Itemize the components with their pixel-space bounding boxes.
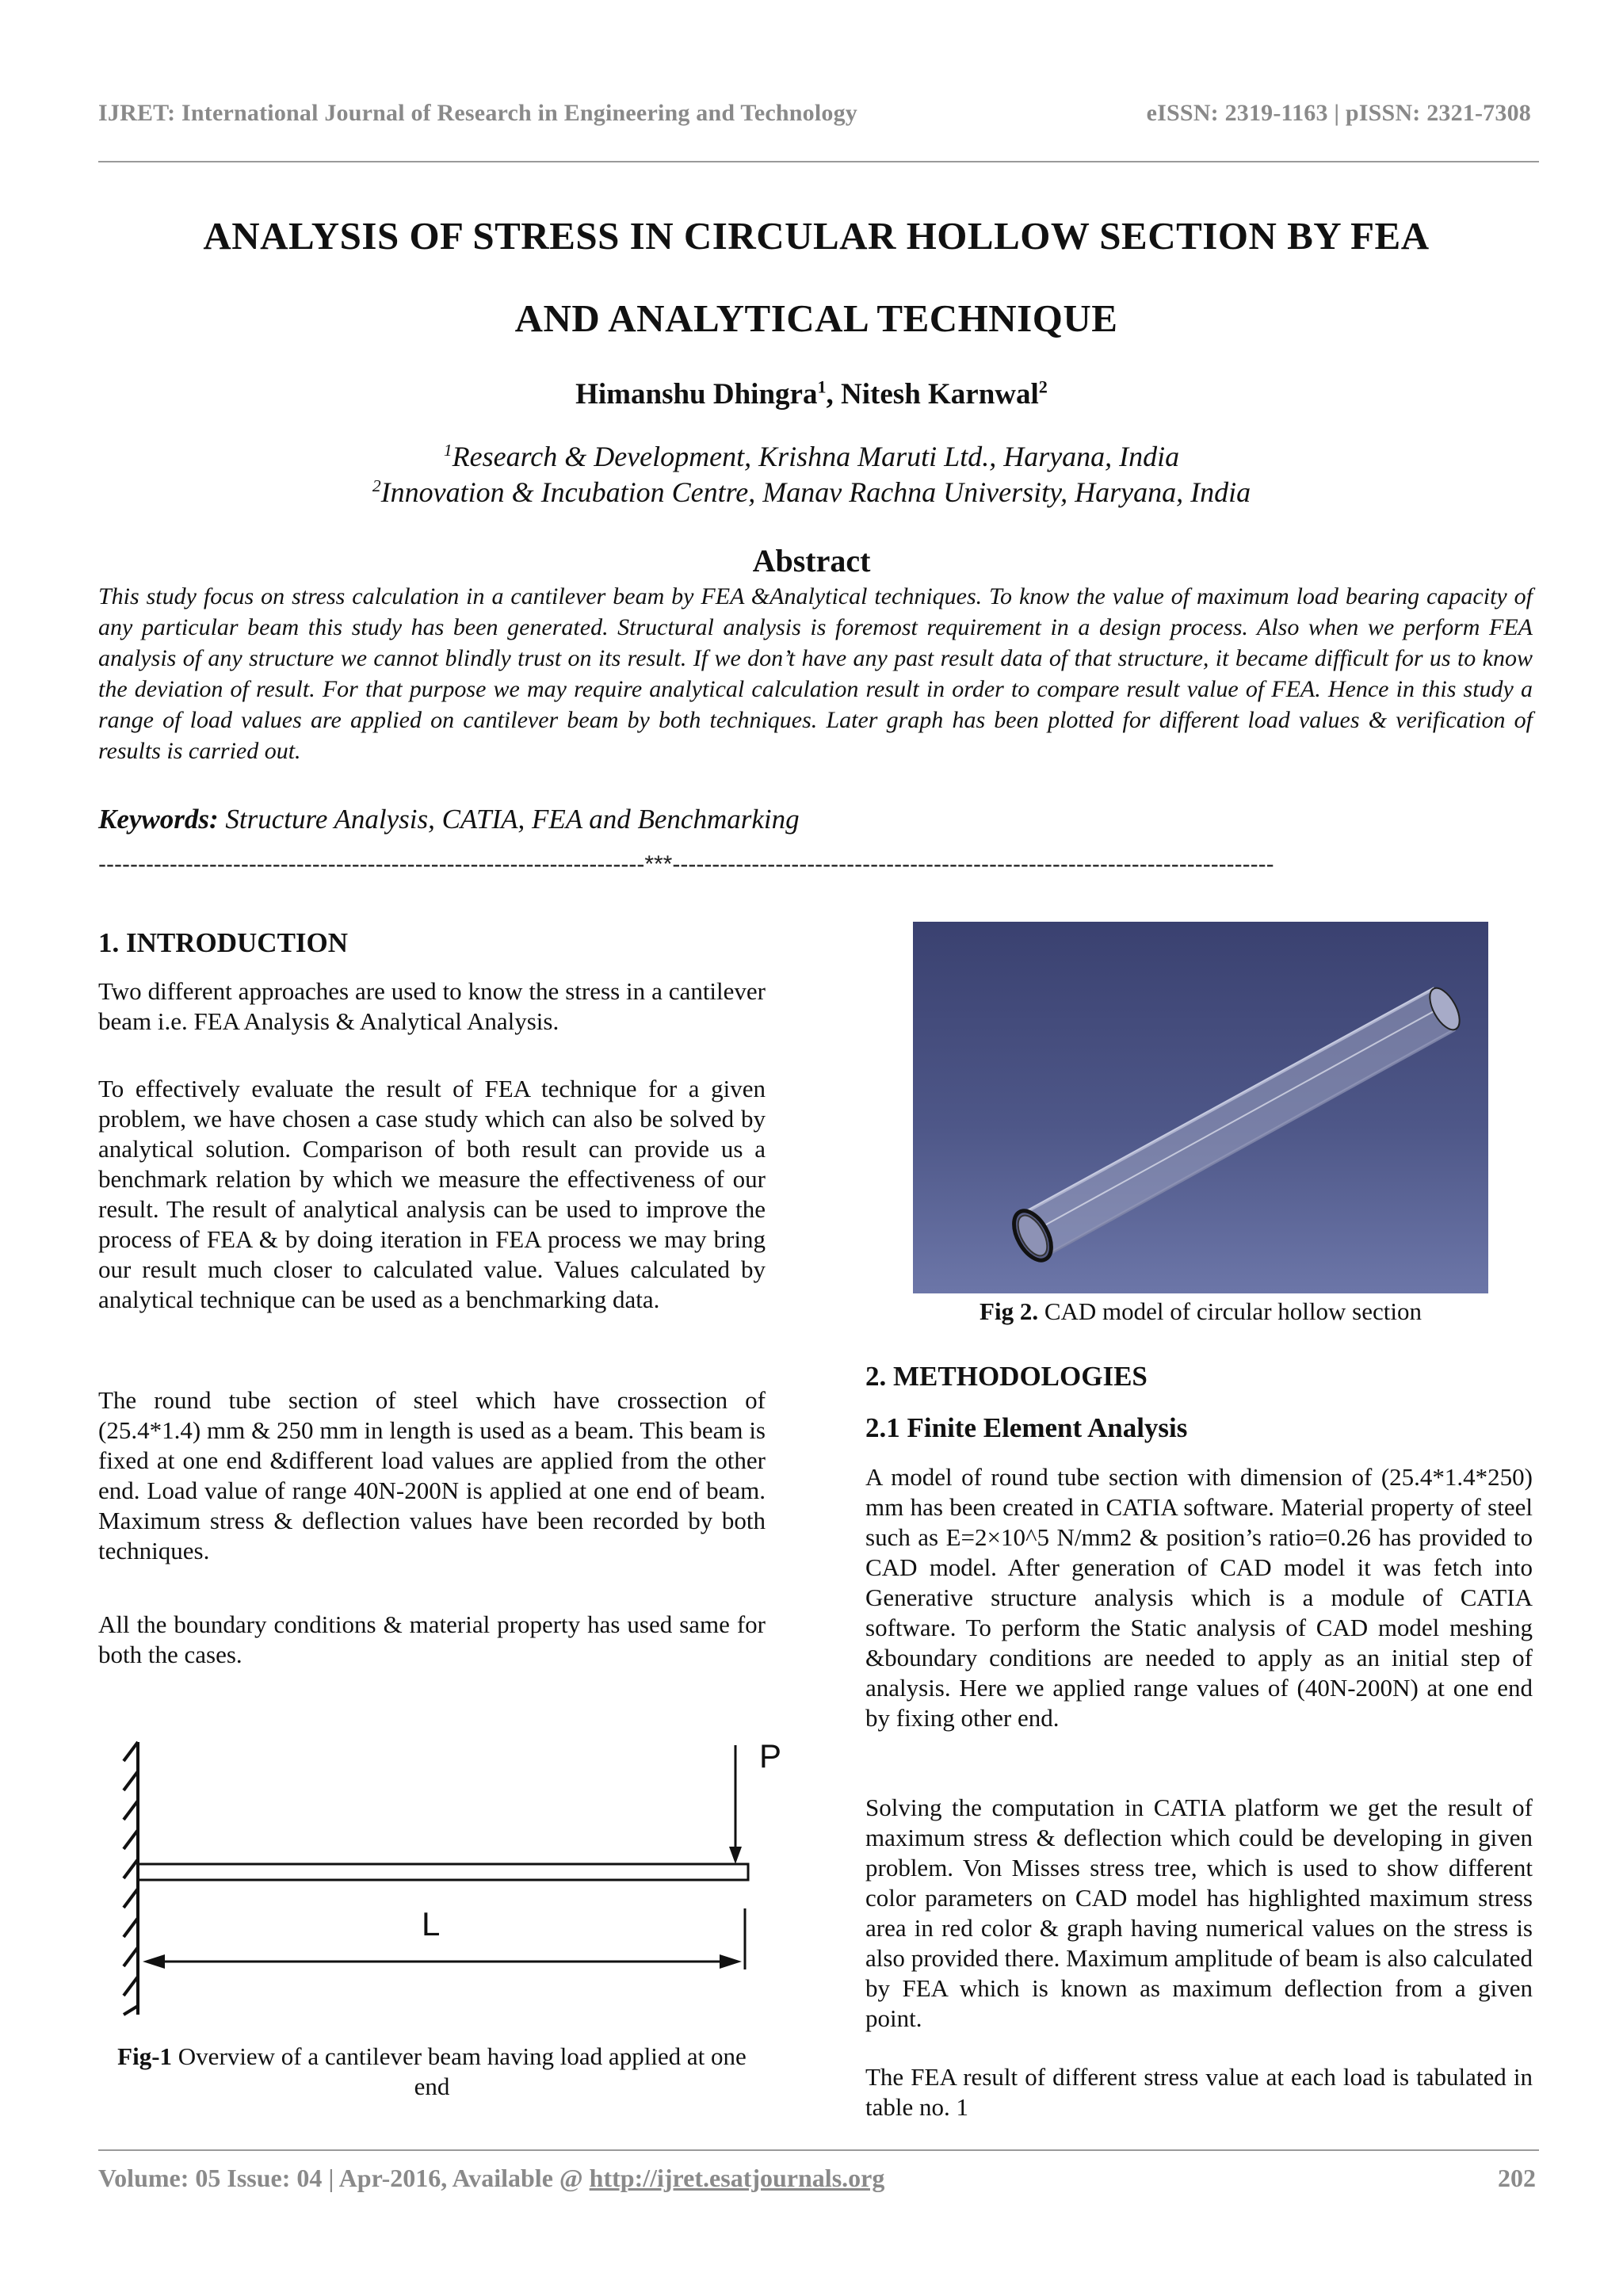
intro-paragraph-2: To effectively evaluate the result of FEA technique for a given problem, we have chosen a case study which can also be solved by analytical solution. Comparison of both result can provide us a benchmark relation by which we measure the effectiveness of our result. The result of analytical analysis can be used to improve the process of FEA & by doing iteration in FEA process we may bring our result much closer to calculated value. Values calculated by analytical technique can be used as a benchmarking data.: [98, 1075, 766, 1313]
tube-render: [913, 922, 1488, 1293]
fig2-caption: Fig 2. CAD model of circular hollow section: [980, 1297, 1422, 1325]
paper-title: [95, 195, 1537, 360]
author-list: Himanshu Dhingra$^1$, Nitesh Karnwal$^2$: [575, 376, 1048, 411]
fea-paragraph-1: A model of round tube section with dimension of (25.4*1.4*250) mm has been created in CATIA software. Material property of steel such as E=2×10^5 N/mm2 & position’s ratio=0.26 has provided to CAD model. After generation of CAD model it was fetch into Generative structure analysis which is a module of CATIA software. To perform the Static analysis of CAD model meshing &boundary conditions are needed to apply as an initial step of analysis. Here we applied range values of (40N-200N) at one end by fixing other end.: [865, 1463, 1533, 1732]
keywords: Keywords: Structure Analysis, CATIA, FEA and Benchmarking: [98, 804, 800, 835]
dimension-arrow-left: [143, 1954, 165, 1969]
footer-volume: Volume: 05 Issue: 04 | Apr-2016, Available @ http://ijret.esatjournals.org: [98, 2164, 885, 2192]
section-separator: ---------------------------------------------------------------------***----------------------------------------------------------------------------: [98, 851, 1274, 877]
load-arrow-head: [729, 1847, 742, 1864]
intro-paragraph-4: All the boundary conditions & material property has used same for both the cases.: [98, 1610, 766, 1668]
load-label: P: [759, 1737, 782, 1775]
dimension-arrow-right: [720, 1954, 742, 1969]
cad-model-image: [913, 922, 1488, 1293]
journal-name: IJRET: International Journal of Research in Engineering and Technology: [98, 100, 858, 126]
intro-heading: 1. INTRODUCTION: [98, 927, 349, 958]
cantilever-beam-diagram: [119, 1728, 800, 2021]
footer-rule: [98, 2149, 1539, 2151]
affiliation-1: $^1$Research & Development, Krishna Maruti Ltd., Haryana, India: [443, 441, 1180, 472]
affiliation-2: $^2$Innovation & Incubation Centre, Manav Rachna University, Haryana, India: [372, 476, 1251, 508]
intro-paragraph-3: The round tube section of steel which have crossection of (25.4*1.4) mm & 250 mm in length is used as a beam. This beam is fixed at one end &different load values are applied from the other end. Load value of range 40N-200N is applied at one end of beam. Maximum stress & deflection values have been recorded by both techniques.: [98, 1386, 766, 1564]
fea-paragraph-3: The FEA result of different stress value at each load is tabulated in table no. 1: [865, 2063, 1533, 2121]
journal-link[interactable]: http://ijret.esatjournals.org: [589, 2164, 885, 2192]
length-label: L: [422, 1905, 441, 1943]
author-1: Himanshu Dhingra: [575, 378, 818, 411]
wall-hatching: [124, 1742, 138, 2015]
fig1-caption: Fig-1 Overview of a cantilever beam having load applied at one end: [117, 2042, 747, 2100]
keywords-label: Keywords:: [98, 804, 219, 835]
header-rule: [98, 161, 1539, 162]
methodologies-heading: 2. METHODOLOGIES: [865, 1361, 1148, 1392]
author-2: Nitesh Karnwal: [841, 378, 1039, 411]
title-line-2: AND ANALYTICAL TECHNIQUE: [514, 296, 1118, 340]
fea-heading: 2.1 Finite Element Analysis: [865, 1412, 1188, 1443]
intro-paragraph-1: Two different approaches are used to know the stress in a cantilever beam i.e. FEA Analysis & Analytical Analysis.: [98, 977, 766, 1035]
page-number: 202: [1498, 2164, 1536, 2192]
abstract-heading: Abstract: [752, 543, 871, 579]
title-line-1: ANALYSIS OF STRESS IN CIRCULAR HOLLOW SECTION BY FEA: [203, 214, 1430, 258]
issn-info: eISSN: 2319-1163 | pISSN: 2321-7308: [1146, 100, 1531, 126]
abstract-text: This study focus on stress calculation in a cantilever beam by FEA &Analytical techniques. To know the value of maximum load bearing capacity of any particular beam this study has been generated. Structural analysis is foremost requirement in a design process. Also when we perform FEA analysis of any structure we cannot blindly trust on its result. If we don’t have any past result data of that structure, it became difficult for us to know the deviation of result. For that purpose we may require analytical calculation result in order to compare result value of FEA. Hence in this study a range of load values are applied on cantilever beam by both techniques. Later graph has been plotted for different load values & verification of results is carried out.: [98, 583, 1533, 764]
fea-paragraph-2: Solving the computation in CATIA platform we get the result of maximum stress & deflection which could be developing in given problem. Von Misses stress tree, which is used to show different color parameters on CAD model has highlighted maximum stress area in red color & graph having numerical values on the stress is also provided there. Maximum amplitude of beam is also calculated by FEA which is known as maximum deflection from a given point.: [865, 1794, 1533, 2032]
beam: [138, 1864, 748, 1880]
